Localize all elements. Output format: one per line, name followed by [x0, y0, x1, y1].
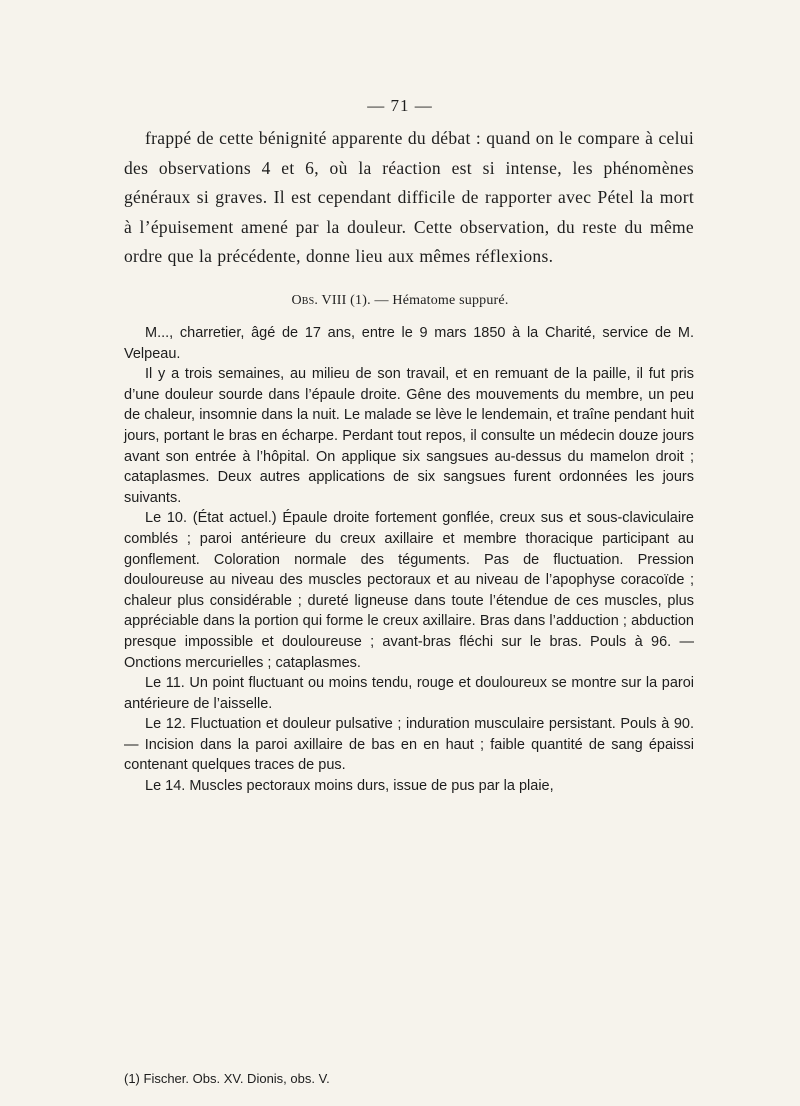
observation-paragraph: Le 14. Muscles pectoraux moins durs, issue de pus par la plaie,: [145, 778, 554, 795]
observation-paragraph: Le 10. (État actuel.) Épaule droite fortement gonflée, creux sus et sous-claviculaire comblés ; paroi antérieure du creux axillaire et membre thoracique participant au gonflement. Coloration normale des téguments. Pas de fluctuation. Pression douloureuse au niveau des muscles pectoraux et au niveau de l’apophyse coracoïde ; chaleur plus considérable ; dureté ligneuse dans toute l’étendue de ces muscles, plus appréciable dans la portion qui forme le creux axillaire. Bras dans l’adduction ; abduction presque impossible et douloureuse ; avant-bras fléchi sur le bras. Pouls à 96. — Onctions mercurielles ; cataplasmes.: [124, 510, 694, 671]
lead-text-block: [124, 124, 694, 272]
observation-paragraph: M..., charretier, âgé de 17 ans, entre le 9 mars 1850 à la Charité, service de M. Velpeau.: [124, 325, 694, 362]
observation-paragraph: Le 11. Un point fluctuant ou moins tendu, rouge et douloureux se montre sur la paroi antérieure de l’aisselle.: [124, 675, 694, 712]
observation-title: — Hématome suppuré.: [374, 293, 509, 308]
observation-body: [124, 323, 694, 797]
observation-paragraph: Il y a trois semaines, au milieu de son travail, et en remuant de la paille, il fut pris d’une douleur sourde dans l’épaule droite. Gêne des mouvements du membre, un peu de chaleur, insomnie dans la nuit. Le malade se lève le lendemain, et traîne pendant huit jours, portant le bras en écharpe. Perdant tout repos, il consulte un médecin douze jours avant son entrée à l’hôpital. On applique six sangsues au-dessus du mamelon droit ; cataplasmes. Deux autres applications de six sangsues furent ordonnées les jours suivants.: [124, 366, 694, 506]
lead-paragraph: frappé de cette bénignité apparente du débat : quand on le compare à celui des observations 4 et 6, où la réaction est si intense, les phénomènes généraux si graves. Il est cependant difficile de rapporter avec Pétel la mort à l’épuisement amené par la douleur. Cette observation, du reste du même ordre que la précédente, donne lieu aux mêmes réflexions.: [124, 128, 694, 266]
observation-heading: [0, 293, 800, 309]
observation-label: Obs. VIII (1).: [291, 293, 371, 308]
footnote: (1) Fischer. Obs. XV. Dionis, obs. V.: [124, 1071, 330, 1086]
observation-paragraph: Le 12. Fluctuation et douleur pulsative ; induration musculaire persistant. Pouls à 90. — Incision dans la paroi axillaire de bas en en haut ; faible quantité de sang épaissi contenant quelques traces de pus.: [124, 716, 694, 774]
page-number: — 71 —: [367, 96, 433, 115]
